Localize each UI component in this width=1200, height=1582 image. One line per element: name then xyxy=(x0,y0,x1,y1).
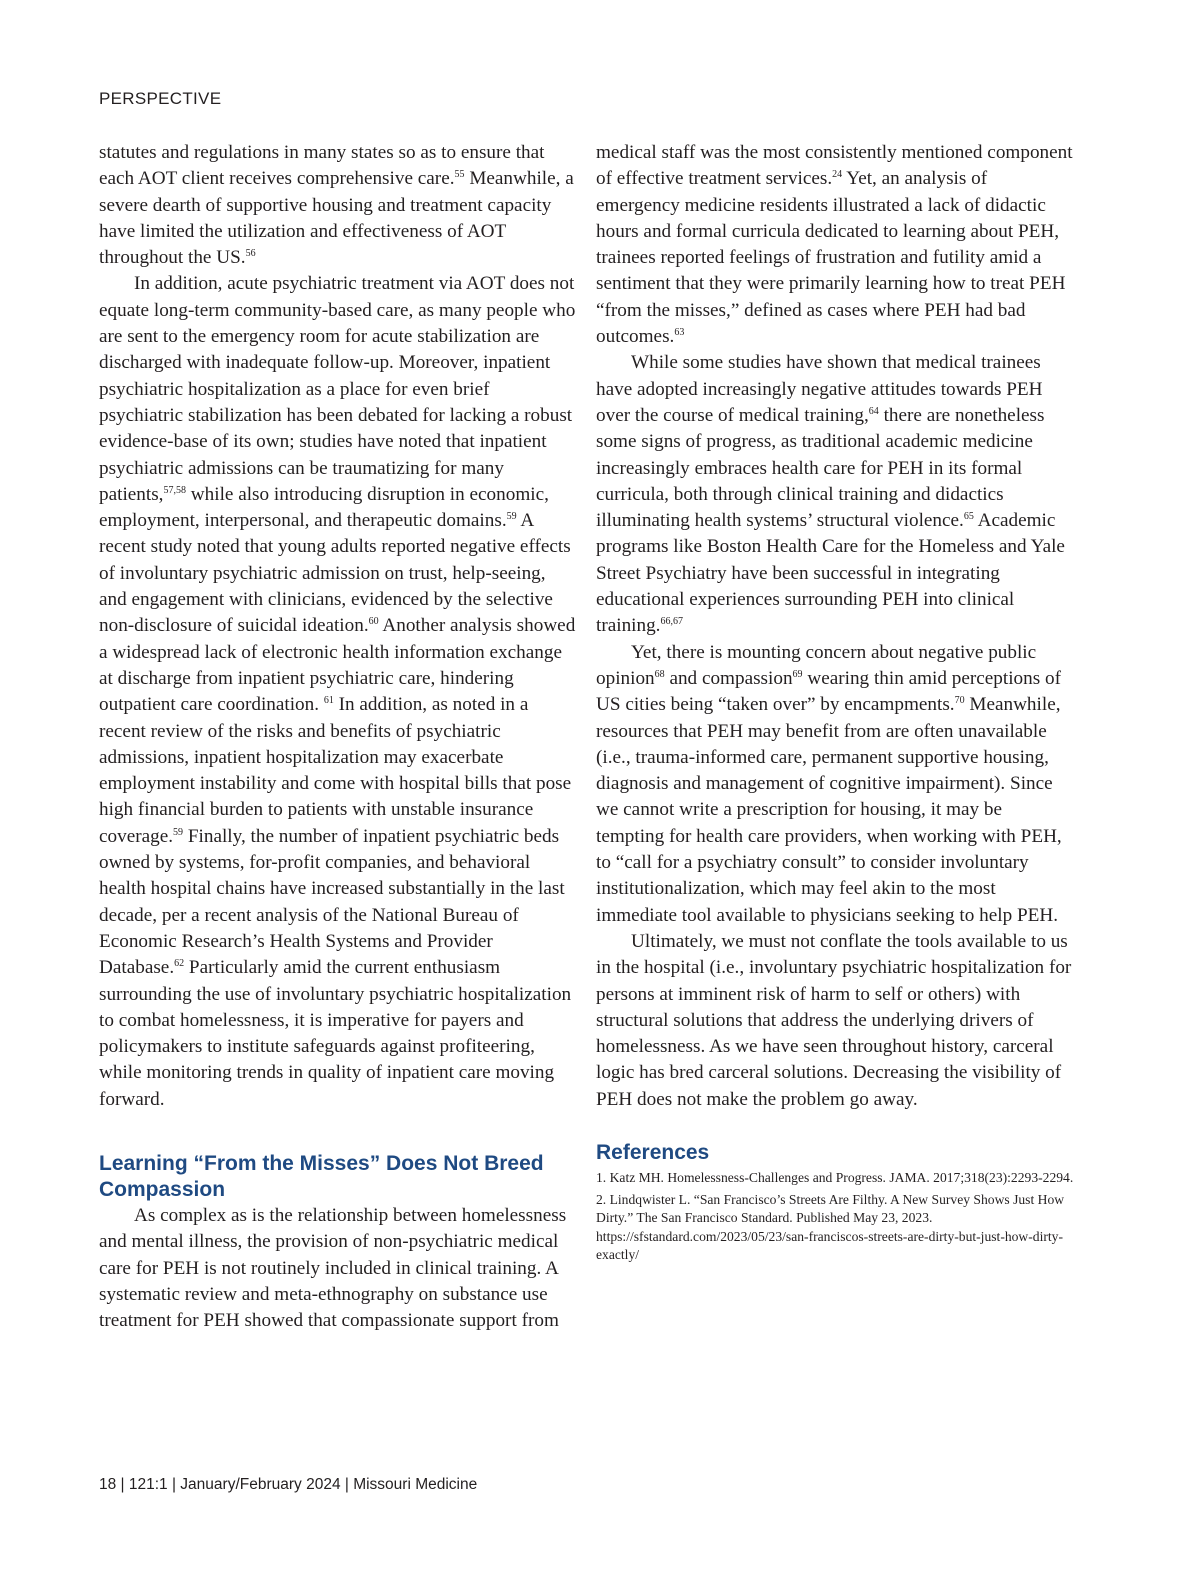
section-heading: Learning “From the Misses” Does Not Breed Compassion xyxy=(99,1151,544,1201)
left-column xyxy=(99,140,577,1334)
citation: 65 xyxy=(963,511,974,523)
citation: 60 xyxy=(368,616,379,628)
right-column xyxy=(596,140,1074,1264)
citation: 59 xyxy=(506,511,517,523)
citation: 61 xyxy=(323,695,334,707)
citation: 59 xyxy=(173,826,184,838)
citation: 57,58 xyxy=(163,484,186,496)
citation: 55 xyxy=(454,169,465,181)
paragraph: Yet, there is mounting concern about negative public opinion$^{68}$ and compassion$^{69}$ wearing thin amid perceptions of US cities being “taken over” by encampments.$^{70}$ Meanwhile, resources that PEH may benefit from are often unavailable (i.e., trauma-informed care, permanent supportive housing, diagnosis and management of cognitive impairment). Since we cannot write a prescription for housing, it may be tempting for health care providers, when working with PEH, to “call for a psychiatry consult” to consider involuntary institutionalization, which may feel akin to the most immediate tool available to physicians seeking to help PEH. xyxy=(596,641,1062,926)
citation: 24 xyxy=(832,169,843,181)
citation: 56 xyxy=(245,248,256,260)
section-label: PERSPECTIVE xyxy=(99,89,222,108)
paragraph: medical staff was the most consistently mentioned component of effective treatment services.$^{24}$ Yet, an analysis of emergency medicine residents illustrated a lack of didactic hours and formal curricula dedicated to learning about PEH, trainees reported feelings of frustration and futility amid a sentiment that they were primarily learning how to treat PEH “from the misses,” defined as cases where PEH had bad outcomes.$^{63}$ xyxy=(596,142,1073,348)
citation: 66,67 xyxy=(660,616,683,628)
citation: 64 xyxy=(868,405,879,417)
paragraph: Ultimately, we must not conflate the tools available to us in the hospital (i.e., involuntary psychiatric hospitalization for persons at imminent risk of harm to self or others) with structural solutions that address the underlying drivers of homelessness. As we have seen throughout history, carceral logic has bred carceral solutions. Decreasing the visibility of PEH does not make the problem go away. xyxy=(596,930,1072,1110)
reference-item: 1. Katz MH. Homelessness-Challenges and Progress. JAMA. 2017;318(23):2293-2294. xyxy=(596,1169,1074,1185)
paragraph: statutes and regulations in many states so as to ensure that each AOT client receives comprehensive care.$^{55}$ Meanwhile, a severe dearth of supportive housing and treatment capacity have limited the utilization and effectiveness of AOT throughout the US.$^{56}$ xyxy=(99,142,574,269)
page-footer: 18 | 121:1 | January/February 2024 | Missouri Medicine xyxy=(99,1476,478,1493)
references-heading: References xyxy=(596,1140,710,1164)
reference-item: 2. Lindqwister L. “San Francisco’s Streets Are Filthy. A New Survey Shows Just How Dirty.” The San Francisco Standard. Published May 23, 2023. https://sfstandard.com/2023/05/23/san-franciscos-streets-are-dirty-but-just-how-dirty-exactly/ xyxy=(596,1192,1065,1262)
citation: 68 xyxy=(654,668,665,680)
paragraph: In addition, acute psychiatric treatment via AOT does not equate long-term community-based care, as many people who are sent to the emergency room for acute stabilization are discharged with inadequate follow-up. Moreover, inpatient psychiatric hospitalization as a place for even brief psychiatric stabilization has been debated for lacking a robust evidence-base of its own; studies have noted that inpatient psychiatric admissions can be traumatizing for many patients,$^{57,58}$ while also introducing disruption in economic, employment, interpersonal, and therapeutic domains.$^{59}$ A recent study noted that young adults reported negative effects of involuntary psychiatric admission on trust, help-seeing, and engagement with clinicians, evidenced by the selective non-disclosure of suicidal ideation.$^{60}$ Another analysis showed a widespread lack of electronic health information exchange at discharge from inpatient psychiatric care, hindering outpatient care coordination. $^{61}$ In addition, as noted in a recent review of the risks and benefits of psychiatric admissions, inpatient hospitalization may exacerbate employment instability and come with hospital bills that pose high financial burden to patients with unstable insurance coverage.$^{59}$ Finally, the number of inpatient psychiatric beds owned by systems, for-profit companies, and behavioral health hospital chains have increased substantially in the last decade, per a recent analysis of the National Bureau of Economic Research’s Health Systems and Provider Database.$^{62}$ Particularly amid the current enthusiasm surrounding the use of involuntary psychiatric hospitalization to combat homelessness, it is imperative for payers and policymakers to institute safeguards against profiteering, while monitoring trends in quality of inpatient care moving forward. xyxy=(99,273,576,1110)
paragraph: As complex as is the relationship between homelessness and mental illness, the provision of non-psychiatric medical care for PEH is not routinely included in clinical training. A systematic review and meta-ethnography on substance use treatment for PEH showed that compassionate support from xyxy=(99,1204,567,1332)
citation: 63 xyxy=(674,327,685,339)
citation: 69 xyxy=(792,668,803,680)
citation: 70 xyxy=(954,695,965,707)
citation: 62 xyxy=(174,958,185,970)
paragraph: While some studies have shown that medical trainees have adopted increasingly negative attitudes towards PEH over the course of medical training,$^{64}$ there are nonetheless some signs of progress, as traditional academic medicine increasingly embraces health care for PEH in its formal curricula, both through clinical training and didactics illuminating health systems’ structural violence.$^{65}$ Academic programs like Boston Health Care for the Homeless and Yale Street Psychiatry have been successful in integrating educational experiences surrounding PEH into clinical training.$^{66,67}$ xyxy=(596,352,1065,637)
